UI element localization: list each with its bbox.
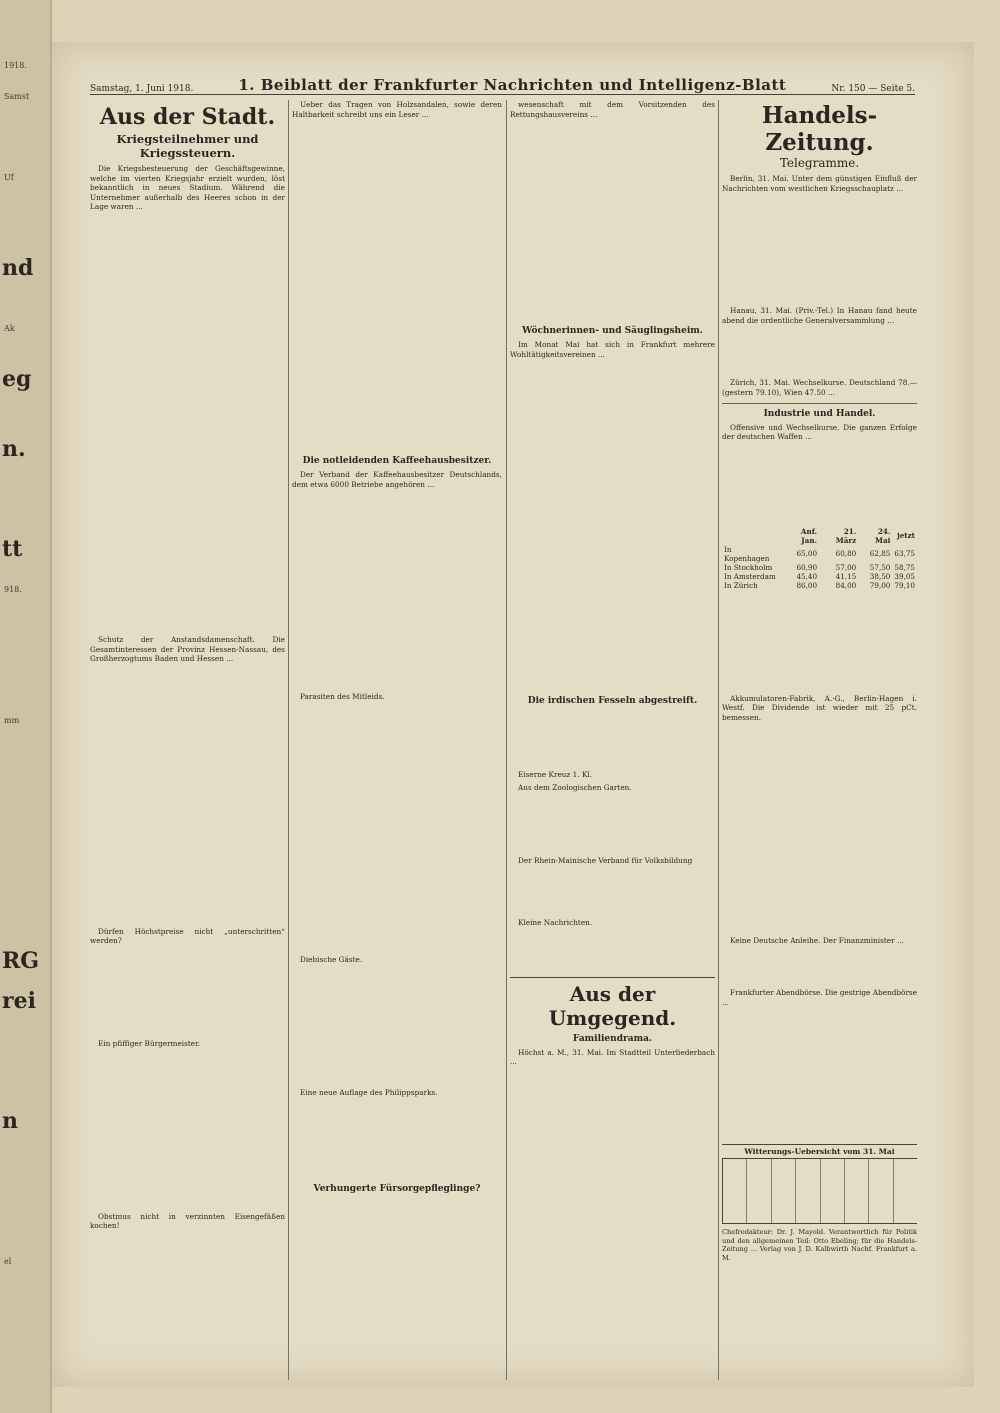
table-cell: 41,15 [835, 571, 857, 581]
article-paragraph: Parasiten des Mitleids. [300, 692, 385, 702]
gutter-fragment: tt [2, 536, 23, 562]
article-headline: Industrie und Handel. [763, 408, 876, 419]
gutter-fragment: rei [2, 988, 36, 1014]
table-row [722, 545, 917, 563]
table-row [722, 563, 917, 572]
table-cell: In Stockholm [724, 562, 773, 572]
gutter-fragment: mm [4, 716, 20, 725]
section-title: Aus der Umgegend. [510, 977, 715, 1030]
body-text-block [722, 1010, 917, 1140]
article-paragraph: Akkumulatoren-Fabrik, A.-G., Berlin-Hagen i. Westf. Die Dividende ist wieder mit 25 pCt. bemessen. [722, 693, 917, 722]
body-text-block [722, 726, 917, 936]
table-cell: 57,00 [835, 562, 857, 572]
table-cell: In Zürich [724, 580, 758, 590]
article-paragraph: Diebische Gäste. [300, 954, 363, 964]
table-row [722, 572, 917, 581]
body-text-block [722, 948, 917, 988]
header-title: 1. Beiblatt der Frankfurter Nachrichten und Intelligenz-Blatt [238, 76, 787, 94]
article-headline: Die notleidenden Kaffeehausbesitzer. [302, 456, 492, 467]
article-paragraph: Berlin, 31. Mai. Unter dem günstigen Einfluß der Nachrichten vom westlichen Kriegsschauplatz ... [722, 174, 917, 193]
table-row [722, 581, 917, 590]
gutter-fragment: nd [2, 255, 34, 281]
column-rule [718, 100, 719, 1380]
article-headline: Kriegsteilnehmer und Kriegssteuern. [116, 132, 259, 160]
article-headline: Die irdischen Fesseln abgestreift. [527, 696, 698, 707]
body-text-block [90, 667, 285, 927]
column-business [722, 100, 917, 1380]
gutter-fragment: 918. [4, 585, 22, 594]
article-paragraph: Keine Deutsche Anleihe. Der Finanzminister ... [730, 935, 904, 945]
article-paragraph: Aus dem Zoologischen Garten. [518, 782, 632, 792]
page-header [90, 72, 915, 95]
article-headline: Familiendrama. [572, 1033, 653, 1044]
article-paragraph: Kleine Nachrichten. [518, 918, 593, 928]
table-cell: 60,90 [796, 562, 818, 572]
article-paragraph: Der Rhein-Mainische Verband für Volksbildung [518, 855, 693, 865]
table-cell: 38,50 [869, 571, 891, 581]
article-paragraph: Dürfen Höchstpreise nicht „unterschritten“ werden? [90, 926, 285, 946]
gutter-fragment: Ak [4, 324, 15, 333]
article-paragraph: Der Verband der Kaffeehausbesitzer Deutschlands, dem etwa 6000 Betriebe angehören ... [292, 470, 502, 489]
article-paragraph: Höchst a. M., 31. Mai. Im Stadtteil Unterliederbach ... [510, 1047, 715, 1067]
article-paragraph: wesenschaft mit dem Vorsitzenden des Rettungshausvereins ... [510, 100, 715, 119]
gutter-fragment: eg [2, 366, 32, 392]
table-header: Anf. Jan. [800, 526, 818, 545]
table-header: 21. März [835, 526, 857, 545]
gutter-fragment: Samst [4, 92, 30, 101]
body-text-block [510, 931, 715, 971]
article-paragraph: Ein pfiffiger Bürgermeister. [98, 1038, 201, 1048]
section-title: Aus der Stadt. [99, 104, 276, 130]
article-paragraph: Eine neue Auflage des Philippsparks. [300, 1087, 438, 1097]
body-text-block [292, 1100, 502, 1180]
table-cell: 84,00 [835, 580, 857, 590]
table-cell: In Amsterdam [724, 571, 776, 581]
table-cell: 86,00 [796, 580, 818, 590]
column-rule [288, 100, 289, 1380]
body-text-block [510, 796, 715, 856]
column-local-news-continued [292, 100, 502, 1380]
article-paragraph: Offensive und Wechselkurse. Die ganzen Erfolge der deutschen Waffen ... [722, 422, 917, 442]
article-headline: Wöchnerinnen- und Säuglingsheim. [522, 326, 703, 337]
body-text-block [722, 445, 917, 525]
body-text-block [510, 122, 715, 322]
table-cell: 79,10 [894, 580, 915, 590]
table-cell: 39,05 [894, 571, 915, 581]
exchange-rate-table [722, 527, 917, 590]
article-paragraph: Schutz der Anstandsdamenschaft. Die Gesamtinteressen der Provinz Hessen-Nassau, des Großherzogtums Baden und Hessen ... [90, 634, 285, 664]
gutter-fragment: RG [2, 948, 40, 974]
table-cell: 45,40 [796, 571, 818, 581]
table-header-row [722, 527, 917, 545]
article-paragraph: Die Kriegsbesteuerung der Geschäftsgewinne, welche im vierten Kriegsjahr erzielt wurden, löst bekanntlich in neues Stadium. Während die Unternehmer außerhalb des Heeres schon in der Lage waren ... [90, 164, 285, 212]
table-cell: 57,50 [869, 562, 891, 572]
body-text-block [292, 705, 502, 955]
header-page-number: Nr. 150 — Seite 5. [831, 84, 915, 94]
body-text-block [292, 492, 502, 692]
table-cell: In Kopenhagen [724, 544, 770, 563]
imprint: Chefredakteur: Dr. J. Mayold. Verantwortlich für Politik und den allgemeinen Teil: Otto Ebeling; für die Handels-Zeitung ... Verlag von J. D. Kalbwirth Nachf. Frankfurt a. M. [722, 1228, 917, 1262]
body-text-block [90, 949, 285, 1039]
article-paragraph: Ueber das Tragen von Holzsandalen, sowie deren Haltbarkeit schreibt uns ein Leser ... [292, 100, 502, 119]
article-paragraph: Im Monat Mai hat sich in Frankfurt mehrere Wohltätigkeitsvereinen ... [510, 340, 715, 359]
weather-table-title: Witterungs-Uebersicht vom 31. Mai [722, 1144, 917, 1156]
body-text-block [292, 968, 502, 1088]
body-text-block [90, 1052, 285, 1212]
body-text-block [90, 215, 285, 635]
body-text-block [722, 594, 917, 694]
column-rule [506, 100, 507, 1380]
table-cell: 79,00 [869, 580, 891, 590]
table-header: jetzt [897, 531, 915, 541]
table-cell: 58,75 [894, 562, 915, 572]
weather-table [722, 1158, 917, 1224]
article-paragraph: Hanau, 31. Mai. (Priv.-Tel.) In Hanau fand heute abend die ordentliche Generalversammlung ... [722, 306, 917, 325]
body-text-block [722, 196, 917, 306]
body-text-block [722, 328, 917, 378]
article-paragraph: Obstmus nicht in verzinnten Eisengefäßen kochen! [90, 1211, 285, 1231]
body-text-block [510, 868, 715, 918]
table-cell: 65,00 [796, 549, 818, 559]
header-date: Samstag, 1. Juni 1918. [90, 84, 194, 94]
section-title: Handels-Zeitung. [761, 102, 878, 156]
article-paragraph: Eiserne Kreuz 1. Kl. [518, 770, 593, 780]
column-welfare-news [510, 100, 715, 1380]
body-text-block [510, 362, 715, 692]
table-header: 24. Mai [875, 526, 891, 545]
article-headline: Verhungerte Fürsorgepfleglinge? [313, 1184, 481, 1195]
gutter-fragment: n. [2, 436, 26, 462]
section-subtitle: Telegramme. [779, 156, 860, 170]
body-text-block [292, 122, 502, 452]
adjacent-page-strip [0, 0, 52, 1413]
column-local-news [90, 100, 285, 1380]
gutter-fragment: 1918. [4, 61, 27, 70]
gutter-fragment: el [4, 1257, 12, 1266]
article-paragraph: Frankfurter Abendbörse. Die gestrige Abendbörse ... [722, 988, 917, 1007]
table-cell: 62,85 [869, 549, 891, 559]
body-text-block [510, 710, 715, 770]
gutter-fragment: Uf [4, 173, 14, 182]
article-paragraph: Zürich, 31. Mai. Wechselkurse. Deutschland 78.— (gestern 79.10), Wien 47.50 ... [722, 378, 917, 397]
table-header [722, 527, 781, 545]
divider [722, 403, 917, 404]
gutter-fragment: n [2, 1108, 18, 1134]
table-cell: 63,75 [894, 549, 915, 559]
table-cell: 60,80 [835, 549, 857, 559]
